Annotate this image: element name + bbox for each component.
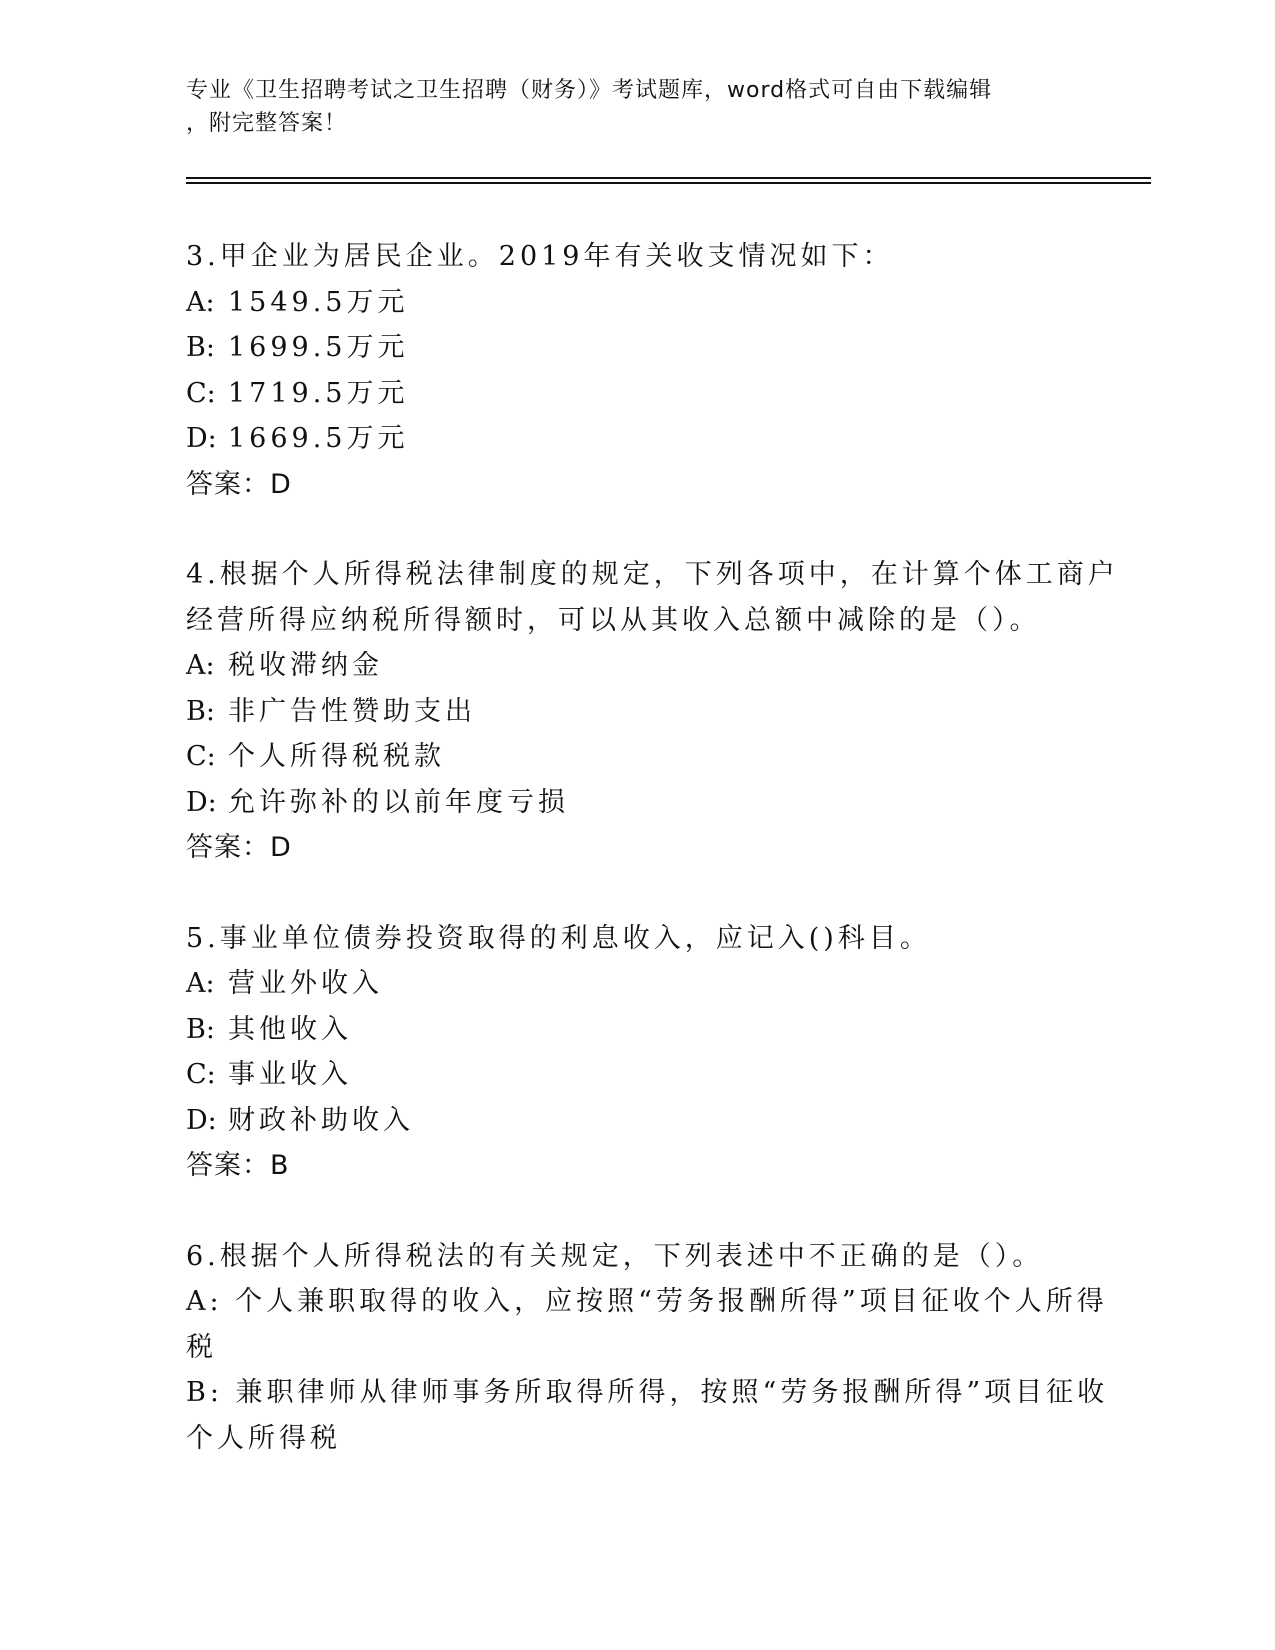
option-d bbox=[186, 780, 1086, 826]
option-text: 其他收入 bbox=[228, 1013, 352, 1045]
question-stem: 4.根据个人所得税法律制度的规定，下列各项中，在计算个体工商户 bbox=[186, 559, 1119, 590]
option-text: 1699.5万元 bbox=[228, 332, 409, 363]
option-text: 税收滞纳金 bbox=[228, 650, 383, 681]
option-key: D: bbox=[186, 1104, 217, 1136]
option-text: 1549.5万元 bbox=[228, 286, 409, 318]
option-text: 非广告性赞助支出 bbox=[228, 695, 476, 727]
option-text: 1669.5万元 bbox=[228, 423, 409, 454]
question-6 bbox=[186, 1234, 1109, 1462]
question-list bbox=[186, 234, 1119, 1506]
option-d bbox=[186, 416, 1086, 462]
option-key: A: bbox=[186, 968, 215, 999]
option-key: D: bbox=[186, 786, 217, 818]
document-header bbox=[186, 74, 1086, 140]
option-c bbox=[186, 734, 1086, 780]
option-key: B: bbox=[186, 332, 215, 363]
option-c bbox=[186, 371, 1086, 417]
header-line-1: 专业《卫生招聘考试之卫生招聘（财务）》考试题库，word格式可自由下载编辑 bbox=[186, 78, 993, 103]
option-key: B: bbox=[186, 1013, 215, 1045]
question-stem: 3.甲企业为居民企业。2019年有关收支情况如下： bbox=[186, 241, 894, 272]
option-d bbox=[186, 1098, 1086, 1144]
option-b-continued: 个人所得税 bbox=[186, 1422, 341, 1454]
option-key: D: bbox=[186, 423, 217, 454]
header-divider-top bbox=[186, 177, 1151, 179]
question-stem: 5.事业单位债券投资取得的利息收入，应记入()科目。 bbox=[186, 922, 931, 954]
option-b bbox=[186, 689, 1086, 735]
option-key: C: bbox=[186, 1059, 216, 1090]
option-key: A: bbox=[186, 286, 215, 318]
option-a bbox=[186, 643, 1086, 689]
option-b bbox=[186, 325, 1086, 371]
question-5 bbox=[186, 916, 1086, 1189]
option-text: 1719.5万元 bbox=[228, 377, 409, 409]
header-divider-bottom bbox=[186, 182, 1151, 184]
option-a-continued: 税 bbox=[186, 1331, 217, 1363]
answer-line: 答案：D bbox=[186, 832, 292, 863]
option-a bbox=[186, 961, 1086, 1007]
option-text: 事业收入 bbox=[228, 1059, 352, 1090]
question-4 bbox=[186, 552, 1119, 871]
option-text: 财政补助收入 bbox=[228, 1104, 414, 1136]
option-key: A: bbox=[186, 650, 215, 681]
option-a bbox=[186, 280, 1086, 326]
answer-line: 答案：B bbox=[186, 1150, 290, 1181]
option-key: C: bbox=[186, 377, 216, 409]
question-stem-continued: 经营所得应纳税所得额时，可以从其收入总额中减除的是（）。 bbox=[186, 604, 1041, 636]
answer-line: 答案：D bbox=[186, 468, 292, 500]
header-line-2: ，附完整答案！ bbox=[186, 111, 348, 136]
option-text: 营业外收入 bbox=[228, 968, 383, 999]
option-c bbox=[186, 1052, 1086, 1098]
option-a: A: 个人兼职取得的收入，应按照“劳务报酬所得”项目征收个人所得 bbox=[186, 1286, 1108, 1317]
question-3 bbox=[186, 234, 1086, 507]
option-key: B: bbox=[186, 695, 215, 727]
option-b: B: 兼职律师从律师事务所取得所得，按照“劳务报酬所得”项目征收 bbox=[186, 1377, 1109, 1408]
option-key: C: bbox=[186, 741, 216, 772]
option-text: 个人所得税税款 bbox=[228, 741, 445, 772]
option-b bbox=[186, 1007, 1086, 1053]
option-text: 允许弥补的以前年度亏损 bbox=[228, 786, 569, 818]
question-stem: 6.根据个人所得税法的有关规定，下列表述中不正确的是（）。 bbox=[186, 1240, 1044, 1272]
